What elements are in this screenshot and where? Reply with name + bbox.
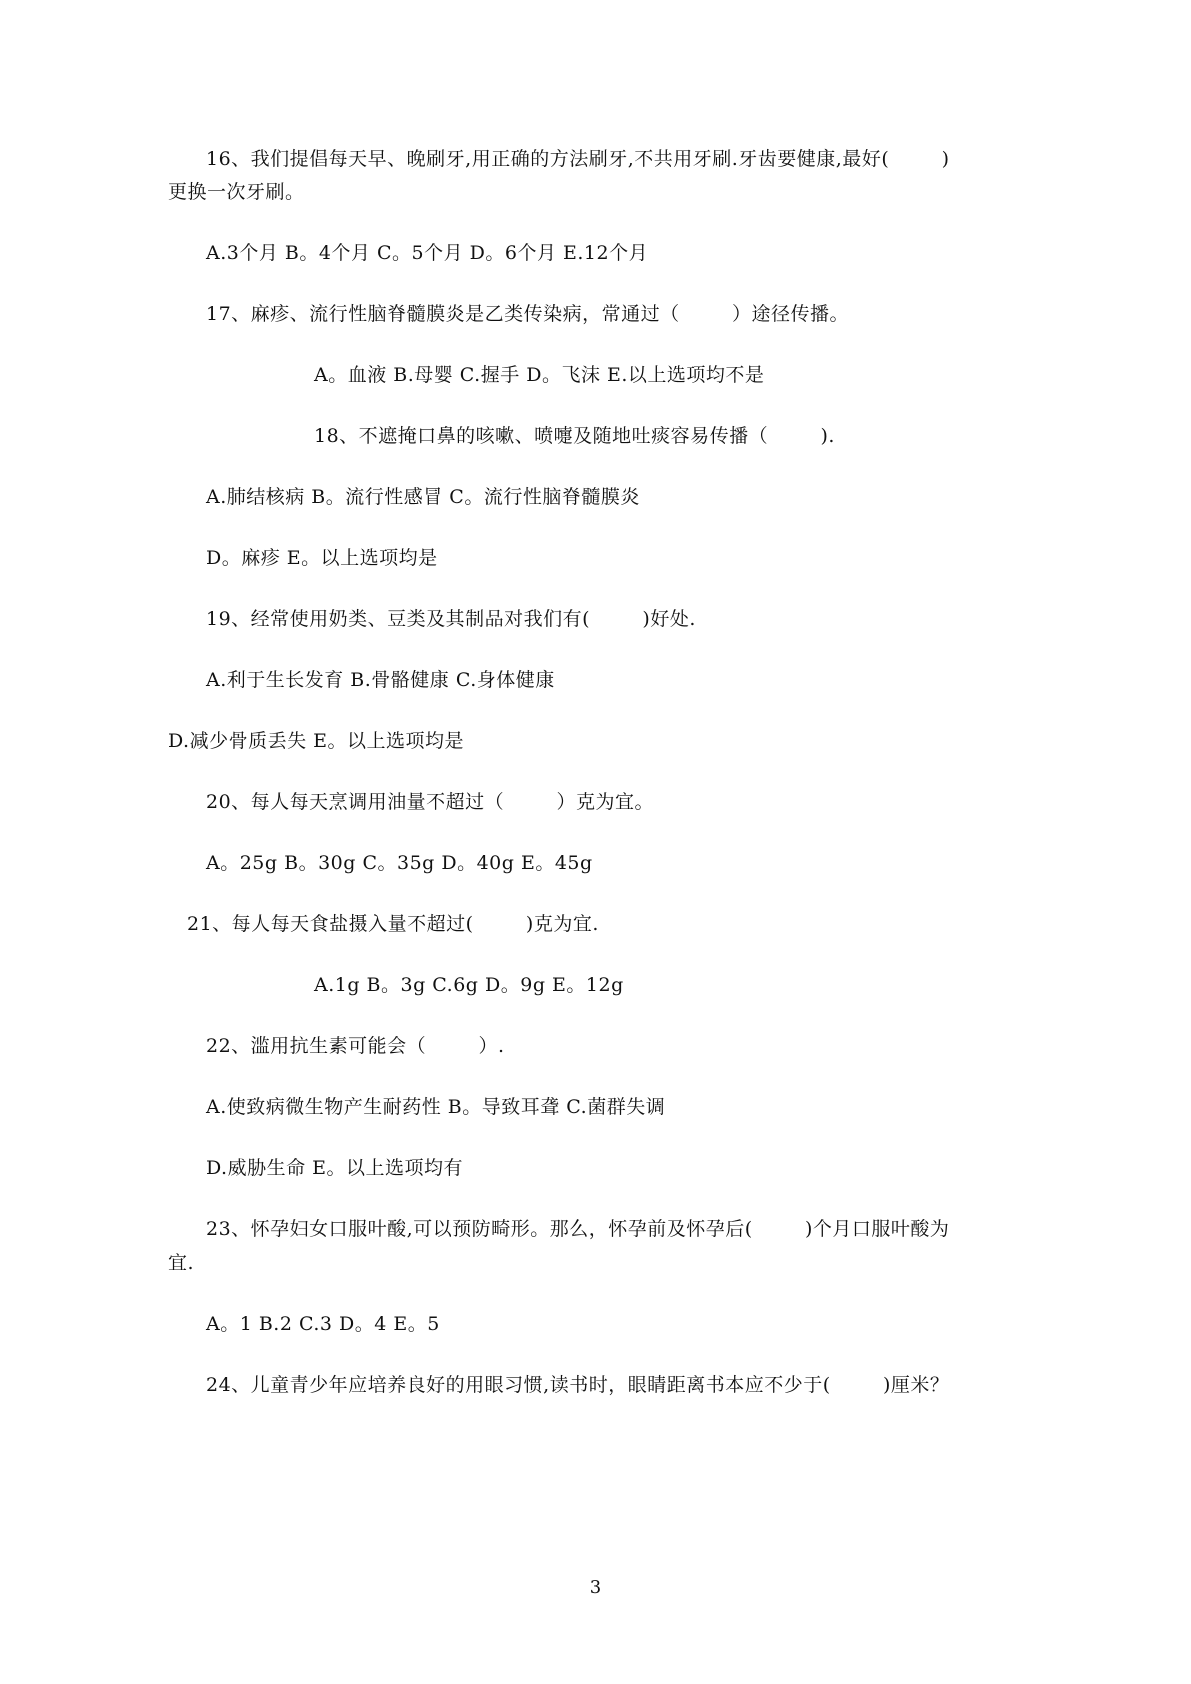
question-20-stem: 20、每人每天烹调用油量不超过（ ）克为宜。 [206, 791, 654, 813]
question-23-stem-line-2: 宜. [168, 1252, 195, 1274]
question-19-options-line-2: D.减少骨质丢失 E。以上选项均是 [168, 730, 465, 752]
question-21-stem: 21、每人每天食盐摄入量不超过( )克为宜. [187, 913, 599, 935]
question-20-options: A。25g B。30g C。35g D。40g E。45g [206, 852, 593, 874]
question-21-options: A.1g B。3g C.6g D。9g E。12g [314, 974, 624, 996]
question-18-options-line-2: D。麻疹 E。以上选项均是 [206, 547, 438, 569]
question-22-options-line-1: A.使致病微生物产生耐药性 B。导致耳聋 C.菌群失调 [206, 1096, 666, 1118]
question-22-options-line-2: D.威胁生命 E。以上选项均有 [206, 1157, 464, 1179]
question-16-stem-line-1: 16、我们提倡每天早、晚刷牙,用正确的方法刷牙,不共用牙刷.牙齿要健康,最好( ) [206, 148, 950, 170]
question-18-stem: 18、不遮掩口鼻的咳嗽、喷嚏及随地吐痰容易传播（ ). [314, 425, 835, 447]
question-17-stem: 17、麻疹、流行性脑脊髓膜炎是乙类传染病，常通过（ ）途径传播。 [206, 303, 849, 325]
question-16-stem-line-2: 更换一次牙刷。 [168, 181, 305, 203]
question-23-options: A。1 B.2 C.3 D。4 E。5 [206, 1313, 440, 1335]
question-19-stem: 19、经常使用奶类、豆类及其制品对我们有( )好处. [206, 608, 696, 630]
page-number: 3 [589, 1577, 602, 1598]
question-18-options-line-1: A.肺结核病 B。流行性感冒 C。流行性脑脊髓膜炎 [206, 486, 640, 508]
question-16-options: A.3个月 B。4个月 C。5个月 D。6个月 E.12个月 [206, 242, 649, 264]
question-22-stem: 22、滥用抗生素可能会（ ）. [206, 1035, 505, 1057]
question-24-stem: 24、儿童青少年应培养良好的用眼习惯,读书时，眼睛距离书本应不少于( )厘米？ [206, 1374, 950, 1396]
question-19-options-line-1: A.利于生长发育 B.骨骼健康 C.身体健康 [206, 669, 555, 691]
question-17-options: A。血液 B.母婴 C.握手 D。飞沫 E.以上选项均不是 [314, 364, 765, 386]
question-23-stem-line-1: 23、怀孕妇女口服叶酸,可以预防畸形。那么，怀孕前及怀孕后( )个月口服叶酸为 [206, 1218, 950, 1240]
